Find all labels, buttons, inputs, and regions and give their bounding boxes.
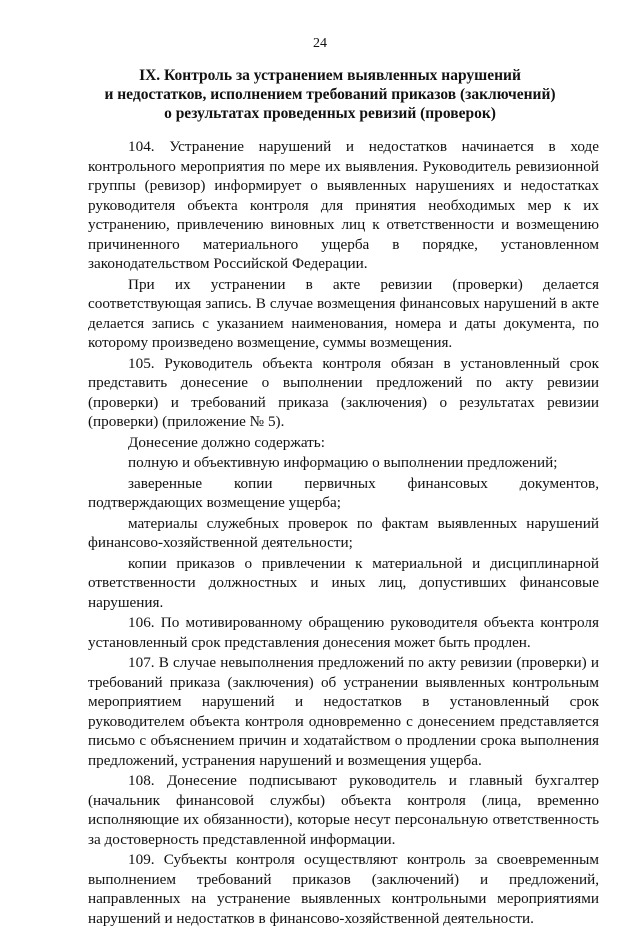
report-contents-item: полную и объективную информацию о выполнении предложений; <box>128 454 558 471</box>
heading-line: и недостатков, исполнением требований приказов (заключений) <box>104 86 556 103</box>
report-contents-item: копии приказов о привлечении к материальной и дисциплинарной ответственности должностных и иных лиц, допустивших финансовые нарушения. <box>88 554 599 611</box>
paragraph-104: 104. Устранение нарушений и недостатков начинается в ходе контрольного мероприятия по мере их выявления. Руководитель ревизионной группы (ревизор) информирует о выявленных нарушениях и недостатках руководителя объекта контроля для принятия необходимых мер к их устранению, привлечению виновных лиц к ответственности и возмещению причиненного материального ущерба в порядке, установленном законодательством Российской Федерации. <box>88 138 599 272</box>
paragraph-109: 109. Субъекты контроля осуществляют контроль за своевременным выполнением требований приказов (заключений) и предложений, направленных на устранение выявленных контрольными мероприятиями нарушений и недостатков в финансово-хозяйственной деятельности. <box>88 851 599 927</box>
report-contents-item: заверенные копии первичных финансовых документов, подтверждающих возмещение ущерба; <box>88 474 599 511</box>
report-contents-intro: Донесение должно содержать: <box>128 433 325 451</box>
paragraph-106: 106. По мотивированному обращению руководителя объекта контроля установленный срок представления донесения может быть продлен. <box>88 614 599 651</box>
paragraph-104-cont: При их устранении в акте ревизии (проверки) делается соответствующая запись. В случае возмещения финансовых нарушений в акте делается запись с указанием наименования, номера и даты документа, по которому произведено возмещение, суммы возмещения. <box>88 275 599 351</box>
heading-line: IX. Контроль за устранением выявленных нарушений <box>139 67 521 84</box>
paragraph-105: 105. Руководитель объекта контроля обязан в установленный срок представить донесение о выполнении предложений по акту ревизии (проверки) и требований приказа (заключения) о результатах ревизии (проверки) (приложение № 5). <box>88 354 599 430</box>
paragraph-107: 107. В случае невыполнения предложений по акту ревизии (проверки) и требований приказа (заключения) об устранении выявленных контрольным мероприятием нарушений и недостатков в установленный срок руководителем объекта контроля одновременно с донесением представляется письмо с объяснением причин и ходатайством о продлении срока выполнения предложений, устранения нарушений и возмещения ущерба. <box>88 654 599 769</box>
heading-line: о результатах проведенных ревизий (проверок) <box>164 105 496 122</box>
document-body <box>88 137 599 928</box>
paragraph-108: 108. Донесение подписывают руководитель и главный бухгалтер (начальник финансовой службы) объекта контроля (лица, временно исполняющие их обязанности), которые несут персональную ответственность за достоверность представленной информации. <box>88 772 599 848</box>
page-number: 24 <box>313 36 327 51</box>
section-heading <box>80 66 580 123</box>
report-contents-item: материалы служебных проверок по фактам выявленных нарушений финансово-хозяйственной деятельности; <box>88 514 599 551</box>
